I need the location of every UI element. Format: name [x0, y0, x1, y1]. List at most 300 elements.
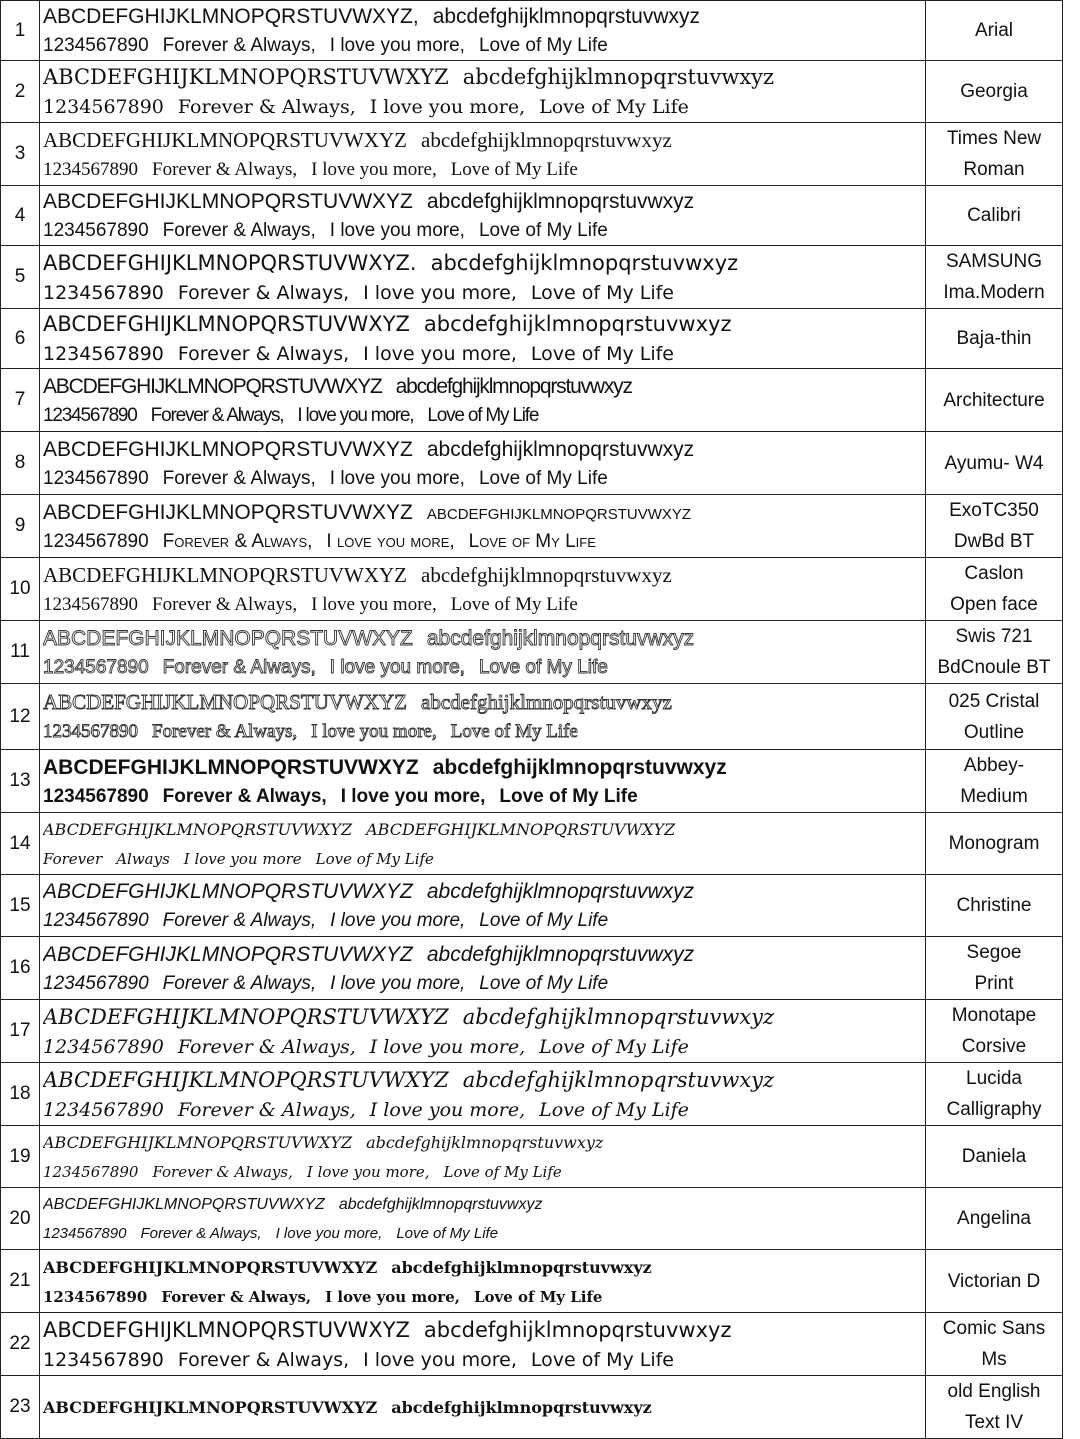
- sample-text: Forever & Always,: [162, 530, 313, 552]
- sample-text: Love of My Life: [539, 1035, 689, 1058]
- sample-line-alphabet: [43, 1392, 925, 1423]
- sample-text: 1234567890: [43, 530, 149, 552]
- font-sample: [40, 1188, 926, 1250]
- sample-text: abcdefghijklmnopqrstuvwxyz: [426, 626, 695, 650]
- font-name-line: Open face: [950, 594, 1038, 615]
- sample-line-alphabet: [43, 248, 925, 279]
- font-name: [926, 1313, 1063, 1376]
- sample-line-alphabet: [43, 752, 925, 783]
- sample-text: Forever & Always,: [150, 404, 284, 426]
- sample-text: 1234567890: [43, 281, 164, 304]
- sample-text: abcdefghijklmnopqrstuvwxyz: [432, 5, 700, 28]
- font-name-line: Medium: [960, 786, 1028, 807]
- sample-text: Love of My Life: [450, 593, 578, 615]
- font-name-line: Georgia: [960, 81, 1028, 102]
- sample-line-alphabet: [43, 814, 925, 845]
- row-number: 22: [1, 1313, 40, 1376]
- font-sample: [40, 495, 926, 558]
- font-name-line: Caslon: [964, 563, 1024, 584]
- font-sample: [40, 309, 926, 369]
- row-number: 11: [1, 621, 40, 684]
- font-sample-rows: [1, 1, 1063, 1439]
- row-number: 12: [1, 684, 40, 750]
- sample-text: I love you more,: [329, 35, 465, 56]
- font-name-line: Times New: [946, 128, 1042, 149]
- sample-text: abcdefghijklmnopqrstuvwxyz: [421, 127, 672, 152]
- sample-text: Love of My Life: [539, 1098, 689, 1121]
- sample-text: I love you more,: [369, 1035, 526, 1058]
- sample-text: 1234567890: [43, 35, 149, 56]
- font-name-line: Angelina: [957, 1208, 1031, 1229]
- font-name: [926, 123, 1063, 186]
- sample-text: ABCDEFGHIJKLMNOPQRSTUVWXYZ.: [43, 250, 417, 275]
- sample-text: abcdefghijklmnopqrstuvwxyz: [462, 1067, 775, 1092]
- sample-text: ABCDEFGHIJKLMNOPQRSTUVWXYZ: [43, 1397, 378, 1417]
- sample-text: abcdefghijklmnopqrstuvwxyz: [338, 1196, 543, 1213]
- sample-text: ABCDEFGHIJKLMNOPQRSTUVWXYZ: [43, 942, 413, 966]
- sample-text: Forever & Always,: [177, 281, 350, 304]
- sample-line-phrases: [43, 340, 925, 368]
- sample-text: abcdefghijklmnopqrstuvwxyz: [430, 250, 739, 275]
- font-name-line: SAMSUNG: [945, 251, 1043, 272]
- sample-text: 1234567890: [43, 343, 164, 365]
- font-row-3: [1, 123, 1063, 186]
- sample-text: Love of My Life: [479, 972, 609, 994]
- font-row-13: [1, 750, 1063, 813]
- font-sample: [40, 123, 926, 186]
- font-row-20: [1, 1188, 1063, 1250]
- sample-text: ABCDEFGHIJKLMNOPQRSTUVWXYZ: [43, 755, 419, 779]
- sample-text: Love of My Life: [539, 96, 689, 118]
- sample-text: Forever & Always,: [140, 1225, 262, 1242]
- font-name-line: Comic Sans: [942, 1318, 1046, 1339]
- sample-text: 1234567890: [43, 972, 149, 994]
- font-name-line: Print: [974, 973, 1014, 994]
- font-name: [926, 186, 1063, 246]
- font-name: [926, 369, 1063, 432]
- sample-line-phrases: [43, 32, 925, 60]
- font-sample: [40, 875, 926, 937]
- sample-text: Love of My Life: [479, 910, 609, 931]
- sample-text: ABCDEFGHIJKLMNOPQRSTUVWXYZ: [43, 65, 449, 89]
- sample-text: ABCDEFGHIJKLMNOPQRSTUVWXYZ: [43, 1067, 449, 1092]
- sample-text: I love you more,: [275, 1225, 383, 1242]
- sample-line-phrases: [43, 654, 925, 682]
- font-row-16: [1, 937, 1063, 1000]
- row-number: 8: [1, 432, 40, 495]
- sample-text: ABCDEFGHIJKLMNOPQRSTUVWXYZ: [43, 690, 408, 714]
- sample-text: abcdefghijklmnopqrstuvwxyz: [462, 65, 775, 89]
- sample-text: Forever & Always,: [177, 343, 350, 365]
- sample-text: 1234567890: [43, 1035, 164, 1058]
- sample-line-phrases: [43, 1220, 925, 1248]
- sample-text: ABCDEFGHIJKLMNOPQRSTUVWXYZ: [43, 626, 413, 650]
- sample-text: abcdefghijklmnopqrstuvwxyz: [423, 312, 732, 336]
- sample-line-phrases: [43, 1033, 925, 1061]
- font-name-line: ExoTC350: [949, 500, 1039, 521]
- row-number: 5: [1, 246, 40, 309]
- sample-line-alphabet: [43, 1252, 925, 1283]
- row-number: 18: [1, 1063, 40, 1126]
- sample-text: Forever & Always,: [177, 96, 356, 118]
- font-sample: [40, 1313, 926, 1376]
- font-name: [926, 684, 1063, 750]
- font-name: [926, 246, 1063, 309]
- sample-text: 1234567890: [43, 656, 149, 678]
- sample-text: abcdefghijklmnopqrstuvwxyz: [366, 1133, 604, 1152]
- sample-line-phrases: [43, 402, 925, 430]
- sample-text: Forever: [43, 850, 103, 868]
- sample-text: abcdefghijklmnopqrstuvwxyz: [421, 562, 672, 587]
- sample-text: abcdefghijklmnopqrstuvwxyz: [421, 690, 672, 714]
- sample-text: Love of My Life: [478, 220, 608, 241]
- font-name: [926, 1, 1063, 61]
- row-number: 14: [1, 813, 40, 875]
- sample-text: ABCDEFGHIJKLMNOPQRSTUVWXYZ: [43, 437, 413, 461]
- sample-text: abcdefghijklmnopqrstuvwxyz: [391, 1257, 652, 1277]
- sample-text: ABCDEFGHIJKLMNOPQRSTUVWXYZ: [43, 500, 413, 524]
- row-number: 4: [1, 186, 40, 246]
- sample-text: 1234567890: [43, 158, 138, 180]
- sample-line-alphabet: [43, 1002, 925, 1033]
- sample-line-alphabet: [43, 1, 925, 32]
- font-name: [926, 495, 1063, 558]
- font-sample: [40, 558, 926, 621]
- sample-line-alphabet: [43, 560, 925, 591]
- sample-text: ABCDEFGHIJKLMNOPQRSTUVWXYZ: [43, 127, 408, 152]
- sample-line-phrases: [43, 591, 925, 619]
- font-name-line: Victorian D: [947, 1270, 1041, 1292]
- sample-text: I love you more,: [330, 972, 466, 994]
- sample-text: Love of My Life: [473, 1287, 603, 1306]
- sample-text: Forever & Always,: [162, 910, 317, 931]
- font-sample: [40, 186, 926, 246]
- sample-text: abcdefghijklmnopqrstuvwxyz: [426, 880, 695, 903]
- sample-text: ABCDEFGHIJKLMNOPQRSTUVWXYZ,: [43, 5, 419, 28]
- font-name-line: Corsive: [961, 1036, 1027, 1057]
- sample-text: Forever & Always,: [152, 158, 298, 180]
- font-name: [926, 558, 1063, 621]
- sample-text: Love of My Life: [427, 404, 539, 426]
- sample-text: abcdefghijklmnopqrstuvwxyz: [426, 437, 695, 461]
- sample-text: I love you more,: [363, 343, 517, 365]
- sample-text: ABCDEFGHIJKLMNOPQRSTUVWXYZ: [43, 1004, 449, 1029]
- font-row-10: [1, 558, 1063, 621]
- font-row-18: [1, 1063, 1063, 1126]
- font-name: [926, 937, 1063, 1000]
- sample-line-alphabet: [43, 623, 925, 654]
- font-name-line: Monotape: [951, 1005, 1037, 1026]
- sample-text: abcdefghijklmnopqrstuvwxyz: [423, 1317, 732, 1342]
- font-sample: [40, 1376, 926, 1439]
- sample-text: I love you more,: [311, 593, 437, 615]
- row-number: 19: [1, 1126, 40, 1188]
- sample-text: Love of My Life: [468, 530, 596, 552]
- sample-line-alphabet: [43, 125, 925, 156]
- sample-line-alphabet: [43, 186, 925, 217]
- font-name-line: Arial: [974, 20, 1013, 41]
- row-number: 2: [1, 61, 40, 123]
- sample-text: 1234567890: [43, 1287, 148, 1306]
- sample-line-alphabet: [43, 371, 925, 402]
- font-name-line: Ms: [981, 1349, 1007, 1370]
- font-sample: [40, 621, 926, 684]
- sample-text: Forever & Always,: [162, 220, 316, 241]
- font-name: [926, 1063, 1063, 1126]
- row-number: 23: [1, 1376, 40, 1439]
- sample-text: abcdefghijklmnopqrstuvwxyz: [395, 374, 632, 398]
- font-name-line: BdCnoule BT: [937, 657, 1051, 678]
- sample-text: ABCDEFGHIJKLMNOPQRSTUVWXYZ: [43, 880, 413, 903]
- row-number: 3: [1, 123, 40, 186]
- font-name-line: old English: [947, 1381, 1041, 1402]
- row-number: 20: [1, 1188, 40, 1250]
- sample-line-alphabet: [43, 876, 925, 907]
- sample-text: 1234567890: [43, 467, 149, 489]
- sample-text: Love of My Life: [478, 467, 608, 489]
- sample-text: abcdefghijklmnopqrstuvwxyz: [426, 942, 695, 966]
- font-name: [926, 61, 1063, 123]
- sample-text: Forever & Always,: [161, 1287, 312, 1306]
- font-row-9: [1, 495, 1063, 558]
- sample-line-alphabet: [43, 1065, 925, 1096]
- sample-line-phrases: [43, 93, 925, 121]
- font-name: [926, 1250, 1063, 1313]
- font-sample: [40, 1126, 926, 1188]
- font-row-1: [1, 1, 1063, 61]
- font-name-line: Baja-thin: [956, 328, 1032, 349]
- sample-text: ABCDEFGHIJKLMNOPQRSTUVWXYZ: [43, 562, 408, 587]
- sample-text: Love of My Life: [499, 785, 638, 807]
- sample-text: abcdefghijklmnopqrstuvwxyz: [391, 1397, 652, 1417]
- font-sample: [40, 246, 926, 309]
- sample-line-phrases: [43, 970, 925, 998]
- sample-text: Forever & Always,: [177, 1348, 350, 1371]
- sample-text: ABCDEFGHIJKLMNOPQRSTUVWXYZ: [43, 374, 382, 398]
- sample-line-alphabet: [43, 62, 925, 93]
- font-name: [926, 309, 1063, 369]
- font-sample: [40, 684, 926, 750]
- sample-text: Forever & Always,: [152, 593, 298, 615]
- sample-line-alphabet: [43, 309, 925, 340]
- sample-text: 1234567890: [43, 404, 137, 426]
- font-name: [926, 813, 1063, 875]
- sample-text: Forever & Always,: [152, 721, 298, 742]
- font-name-line: Ayumu- W4: [944, 452, 1044, 474]
- font-row-8: [1, 432, 1063, 495]
- font-sample: [40, 937, 926, 1000]
- font-row-5: [1, 246, 1063, 309]
- font-name: [926, 1376, 1063, 1439]
- sample-text: I love you more,: [369, 96, 526, 118]
- sample-text: Love of My Life: [315, 850, 434, 868]
- sample-text: ABCDEFGHIJKLMNOPQRSTUVWXYZ: [43, 1317, 410, 1342]
- row-number: 21: [1, 1250, 40, 1313]
- font-row-11: [1, 621, 1063, 684]
- font-name: [926, 875, 1063, 937]
- sample-text: Love of My Life: [450, 721, 578, 742]
- row-number: 13: [1, 750, 40, 813]
- font-row-23: [1, 1376, 1063, 1439]
- font-name-line: Christine: [956, 895, 1032, 916]
- row-number: 7: [1, 369, 40, 432]
- font-row-6: [1, 309, 1063, 369]
- sample-line-phrases: [43, 907, 925, 935]
- sample-line-phrases: [43, 1346, 925, 1374]
- font-name-line: Text IV: [964, 1412, 1024, 1433]
- sample-text: Forever & Always,: [162, 785, 327, 807]
- row-number: 9: [1, 495, 40, 558]
- sample-text: Forever & Always,: [162, 656, 316, 678]
- font-name-line: Roman: [963, 159, 1025, 180]
- sample-text: I love you more,: [340, 785, 486, 807]
- sample-text: 1234567890: [43, 1163, 139, 1181]
- row-number: 15: [1, 875, 40, 937]
- sample-line-phrases: [43, 465, 925, 493]
- sample-text: I love you more: [183, 850, 302, 868]
- sample-line-alphabet: [43, 1189, 925, 1220]
- font-name-line: Calibri: [967, 205, 1021, 226]
- font-row-2: [1, 61, 1063, 123]
- font-name: [926, 1000, 1063, 1063]
- sample-text: 1234567890: [43, 1098, 164, 1121]
- sample-line-phrases: [43, 279, 925, 307]
- sample-text: I love you more,: [311, 158, 437, 180]
- sample-line-phrases: [43, 783, 925, 811]
- sample-text: 1234567890: [43, 910, 149, 931]
- sample-text: 1234567890: [43, 721, 138, 742]
- font-name-line: Ima.Modern: [943, 282, 1045, 303]
- sample-text: I love you more,: [330, 910, 466, 931]
- font-sample: [40, 813, 926, 875]
- row-number: 10: [1, 558, 40, 621]
- row-number: 6: [1, 309, 40, 369]
- sample-line-alphabet: [43, 434, 925, 465]
- font-row-4: [1, 186, 1063, 246]
- sample-text: Love of My Life: [396, 1225, 499, 1242]
- sample-text: ABCDEFGHIJKLMNOPQRSTUVWXYZ: [43, 1133, 353, 1152]
- sample-text: Always: [116, 850, 170, 868]
- font-name-line: 025 Cristal: [948, 690, 1040, 712]
- font-row-17: [1, 1000, 1063, 1063]
- sample-text: 1234567890: [43, 1348, 164, 1371]
- sample-text: ABCDEFGHIJKLMNOPQRSTUVWXYZ: [366, 820, 676, 839]
- sample-line-phrases: [43, 1096, 925, 1124]
- font-sample: [40, 1063, 926, 1126]
- sample-text: abcdefghijklmnopqrstuvwxyz: [426, 190, 695, 213]
- font-sample: [40, 432, 926, 495]
- sample-line-phrases: [43, 1283, 925, 1311]
- sample-text: Love of My Life: [478, 656, 608, 678]
- sample-text: Love of My Life: [530, 1348, 674, 1371]
- sample-text: I love you more,: [363, 281, 517, 304]
- font-sample: [40, 1000, 926, 1063]
- font-row-12: [1, 684, 1063, 750]
- sample-line-phrases: [43, 528, 925, 556]
- sample-text: I love you more,: [329, 656, 465, 678]
- sample-text: I love you more,: [297, 404, 414, 426]
- font-name: [926, 750, 1063, 813]
- sample-text: Forever & Always,: [177, 1035, 356, 1058]
- sample-text: 1234567890: [43, 593, 138, 615]
- sample-line-phrases: [43, 156, 925, 184]
- font-row-21: [1, 1250, 1063, 1313]
- sample-text: ABCDEFGHIJKLMNOPQRSTUVWXYZ: [43, 1257, 378, 1277]
- sample-text: Forever & Always,: [162, 35, 316, 56]
- row-number: 17: [1, 1000, 40, 1063]
- font-row-22: [1, 1313, 1063, 1376]
- font-name: [926, 1188, 1063, 1250]
- sample-text: Love of My Life: [443, 1163, 562, 1181]
- font-sample: [40, 1250, 926, 1313]
- font-name-line: DwBd BT: [953, 531, 1035, 552]
- font-name-line: Daniela: [961, 1146, 1027, 1167]
- sample-text: I love you more,: [311, 721, 437, 742]
- font-name: [926, 621, 1063, 684]
- font-name: [926, 432, 1063, 495]
- sample-text: ABCDEFGHIJKLMNOPQRSTUVWXYZ: [43, 820, 353, 839]
- font-name-line: Lucida: [966, 1068, 1022, 1089]
- sample-line-phrases: [43, 845, 925, 873]
- sample-text: ABCDEFGHIJKLMNOPQRSTUVWXYZ: [43, 190, 413, 213]
- sample-text: Love of My Life: [478, 35, 608, 56]
- font-sample: [40, 750, 926, 813]
- font-name-line: Architecture: [943, 389, 1045, 411]
- sample-text: 1234567890: [43, 220, 149, 241]
- sample-text: abcdefghijklmnopqrstuvwxyz: [426, 500, 692, 524]
- sample-text: I love you more,: [369, 1098, 526, 1121]
- sample-line-phrases: [43, 217, 925, 245]
- sample-line-alphabet: [43, 687, 925, 718]
- sample-text: Love of My Life: [530, 343, 674, 365]
- sample-text: Love of My Life: [530, 281, 674, 304]
- sample-text: I love you more,: [329, 467, 465, 489]
- sample-text: I love you more,: [329, 220, 465, 241]
- sample-line-alphabet: [43, 1315, 925, 1346]
- font-row-19: [1, 1126, 1063, 1188]
- font-name: [926, 1126, 1063, 1188]
- sample-line-phrases: [43, 718, 925, 746]
- sample-line-alphabet: [43, 497, 925, 528]
- sample-text: I love you more,: [306, 1163, 430, 1181]
- sample-text: abcdefghijklmnopqrstuvwxyz: [462, 1004, 775, 1029]
- sample-text: Forever & Always,: [152, 1163, 293, 1181]
- font-name-line: Abbey-: [963, 755, 1025, 776]
- font-row-15: [1, 875, 1063, 937]
- font-name-line: Monogram: [948, 833, 1040, 854]
- sample-text: Love of My Life: [450, 158, 578, 180]
- row-number: 1: [1, 1, 40, 61]
- sample-line-alphabet: [43, 939, 925, 970]
- sample-text: 1234567890: [43, 785, 149, 807]
- font-row-7: [1, 369, 1063, 432]
- sample-text: I love you more,: [363, 1348, 517, 1371]
- font-row-14: [1, 813, 1063, 875]
- sample-text: ABCDEFGHIJKLMNOPQRSTUVWXYZ: [43, 1196, 325, 1213]
- row-number: 16: [1, 937, 40, 1000]
- font-name-line: Outline: [963, 721, 1025, 743]
- font-name-line: Swis 721: [955, 626, 1033, 647]
- sample-line-phrases: [43, 1158, 925, 1186]
- sample-text: abcdefghijklmnopqrstuvwxyz: [432, 755, 727, 779]
- sample-text: 1234567890: [43, 1225, 127, 1242]
- sample-text: I love you more,: [326, 530, 455, 552]
- sample-text: Forever & Always,: [162, 467, 316, 489]
- sample-text: Forever & Always,: [162, 972, 317, 994]
- font-name-line: Calligraphy: [946, 1099, 1042, 1120]
- font-sample: [40, 1, 926, 61]
- sample-text: I love you more,: [325, 1287, 460, 1306]
